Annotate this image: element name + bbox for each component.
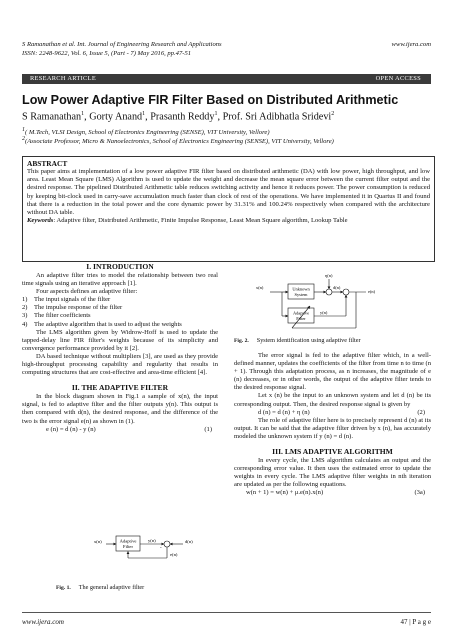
block-label: Adaptive: [292, 310, 310, 316]
footer-divider: [22, 612, 431, 613]
affiliation-marker: 1: [22, 127, 25, 133]
author-affiliation-marker: 1: [81, 111, 85, 117]
error-summing-node: [343, 289, 349, 295]
caption-text: The general adaptive filter: [78, 584, 145, 591]
figure-label: Fig. 1.: [56, 585, 71, 591]
list-number: 3): [22, 312, 28, 320]
block-label: Adaptive: [119, 538, 137, 544]
right-column: [234, 352, 431, 498]
caption-text: System identification using adaptive filter: [256, 337, 361, 344]
paragraph: Let x (n) be the input to an unknown system and let d (n) be its corresponding output. Then, the desired response signal is given by: [234, 392, 431, 408]
footer-website[interactable]: www.ijera.com: [22, 618, 64, 626]
paragraph: The error signal is fed to the adaptive filter which, in a well-defined manner, updates the coefficients of the filter from time n to time (n + 1). Through this adaptation process, as n increases, the magnitude of e (n) decreases, or in other words, the output of the adaptive filter tends to the desired response signal.: [234, 352, 431, 392]
equation-1: [22, 426, 218, 434]
paragraph: Four aspects defines an adaptive filter:: [36, 288, 138, 296]
signal-label: x(n): [94, 539, 102, 544]
author-name: Prasanth Reddy: [150, 111, 215, 123]
signal-label: y(n): [148, 538, 156, 543]
figure-1-diagram: [88, 532, 198, 568]
abstract-heading: ABSTRACT: [27, 159, 68, 168]
section-heading-adaptive-filter: II. THE ADAPTIVE FILTER: [71, 383, 169, 393]
author-affiliation-marker: 1: [142, 111, 146, 117]
list-text: The adaptive algorithm that is used to adjust the weights: [34, 320, 182, 328]
equation-2: [234, 409, 431, 417]
abstract-text: This paper aims at implementation of a low power adaptive FIR filter based on distributed arithmetic (DA) with low power, high throughput, and low area. Least Mean Square (LMS) Algorithm is used to update the weight and decrease the mean square error between the current filter output and the desired response. The pipelined Distributed Arithmetic table reduces switching activity and hence it reduces power. The power consumption is reduced by keeping bit-clock used in carry-save accumulation much faster than clock of rest of the operations. We have implemented it in Quartus II and found that there is a reduction in the total power and the core dynamic power by 31.31% and 100.24% respectively when compared with the architecture without DA table.: [27, 168, 430, 217]
affiliation-text: ( M.Tech, VLSI Design, School of Electronics Engineering (SENSE), VIT University, Vellore): [25, 129, 270, 137]
author-name: Prof. Sri Adibhatla Sridevi: [222, 111, 332, 123]
author-affiliation-marker: 2: [331, 111, 335, 117]
signal-label: d(n): [333, 285, 341, 290]
list-item: [22, 304, 218, 312]
open-access-label: OPEN ACCESS: [375, 75, 421, 82]
list-item: [22, 312, 218, 320]
paragraph: In every cycle, the LMS algorithm calculates an output and the corresponding error value. It then uses the estimated error to update the weights in every cycle. The LMS adaptive filter weights in nth iteration are updated as per the following equations.: [234, 457, 431, 489]
list-item: [22, 296, 218, 304]
paragraph: An adaptive filter tries to model the relationship between two real time signals using an iterative approach [1].: [22, 272, 218, 288]
research-article-label: RESEARCH ARTICLE: [30, 75, 97, 82]
summing-node: [164, 541, 170, 547]
journal-header: [22, 41, 222, 58]
section-heading-lms: III. LMS ADAPTIVE ALGORITHM: [272, 447, 393, 457]
noise-summing-node: [326, 289, 332, 295]
author-name: S Ramanathan: [22, 111, 82, 123]
journal-citation: S Ramanathan et al. Int. Journal of Engineering Research and Applications: [22, 41, 222, 48]
block-label: System: [294, 292, 308, 297]
keywords-label: Keywords: [27, 217, 54, 225]
signal-label: η(n): [325, 273, 333, 278]
block-label: Filter: [123, 544, 133, 549]
equation-text: e (n) = d (n) - y (n): [46, 425, 96, 433]
signal-label: e(n): [368, 289, 376, 294]
abstract-box: [22, 156, 435, 262]
signal-label: x(n): [256, 285, 264, 290]
list-number: 2): [22, 304, 28, 312]
keywords: [27, 217, 430, 225]
figure-label: Fig. 2.: [234, 338, 249, 344]
author-list: S Ramanathan$^1$, Gorty Anand$^1$, Prasanth Reddy$^1$, Prof. Sri Adibhatla Sridevi$^2$: [22, 111, 335, 123]
paragraph: The role of adaptive filter here is to precisely represent d (n) at its output. It can be said that the adaptive filter driven by x (n), has accurately modeled the unknown system if y (n) = d (n).: [234, 416, 431, 440]
figure-2-diagram: [254, 272, 404, 332]
list-number: 1): [22, 296, 28, 304]
signal-label: e(n): [170, 552, 178, 557]
block-label: Unknown: [292, 286, 310, 292]
signal-label: y(n): [320, 310, 328, 315]
journal-issn: ISSN: 2248-9622, Vol. 6, Issue 5, (Part - 7) May 2016, pp.47-51: [22, 49, 192, 57]
block-label: Filter: [296, 316, 306, 321]
figure-2-caption: [234, 337, 361, 344]
list-item: [22, 321, 218, 329]
list-text: The impulse response of the filter: [34, 304, 123, 312]
paragraph: DA based technique without multipliers [3], are used as they provide high-throughput processing capability and regularity that results in computing structures that are cost-effective and area-time efficient [4].: [22, 352, 218, 377]
left-column: [22, 262, 218, 434]
equation-number: (3a): [414, 489, 425, 497]
keywords-text: : Adaptive filter, Distributed Arithmetic, Finite Impulse Response, Least Mean Square algorithm, Lookup Table: [53, 217, 348, 225]
equation-text: d (n) = d (n) + η (n): [258, 408, 310, 416]
equation-number: (1): [204, 425, 212, 433]
paragraph: In the block diagram shown in Fig.1 a sample of x(n), the input signal, is fed to adaptive filter and the filter outputs y(n). This output is then compared with d(n), the desired response, and the difference of the two is the error signal e(n) as shown in (1).: [22, 393, 218, 425]
list-text: The input signals of the filter: [34, 296, 111, 304]
signal-label: d(n): [185, 539, 193, 544]
journal-website[interactable]: www.ijera.com: [391, 41, 431, 48]
author-affiliation-marker: 1: [214, 111, 218, 117]
affiliation-2: [22, 135, 432, 146]
equation-number: (2): [417, 408, 425, 416]
list-text: The filter coefficients: [34, 312, 91, 320]
list-number: 4): [22, 320, 28, 328]
equation-text: w(n + 1) = w(n) + μ.e(n).x(n): [246, 489, 324, 497]
equation-3a: [234, 489, 431, 497]
page-number: 47 | P a g e: [400, 618, 431, 626]
author-name: Gorty Anand: [89, 111, 143, 123]
affiliation-text: (Associate Professor, Micro & Nanoelectronics, School of Electronics Engineering (SENSE), VIT University, Vellore): [25, 138, 334, 146]
minus-sign: -: [160, 546, 162, 551]
section-heading-introduction: I. INTRODUCTION: [86, 262, 154, 271]
figure-1-caption: [56, 584, 144, 591]
article-banner: [22, 74, 431, 84]
affiliation-marker: 2: [22, 136, 25, 142]
paragraph: The LMS algorithm given by Widrow-Hoff is used to update the tapped-delay line FIR filter's weights because of its simplicity and convergence performance provided by it [2].: [22, 328, 218, 352]
paper-title: Low Power Adaptive FIR Filter Based on Distributed Arithmetic: [22, 93, 399, 107]
